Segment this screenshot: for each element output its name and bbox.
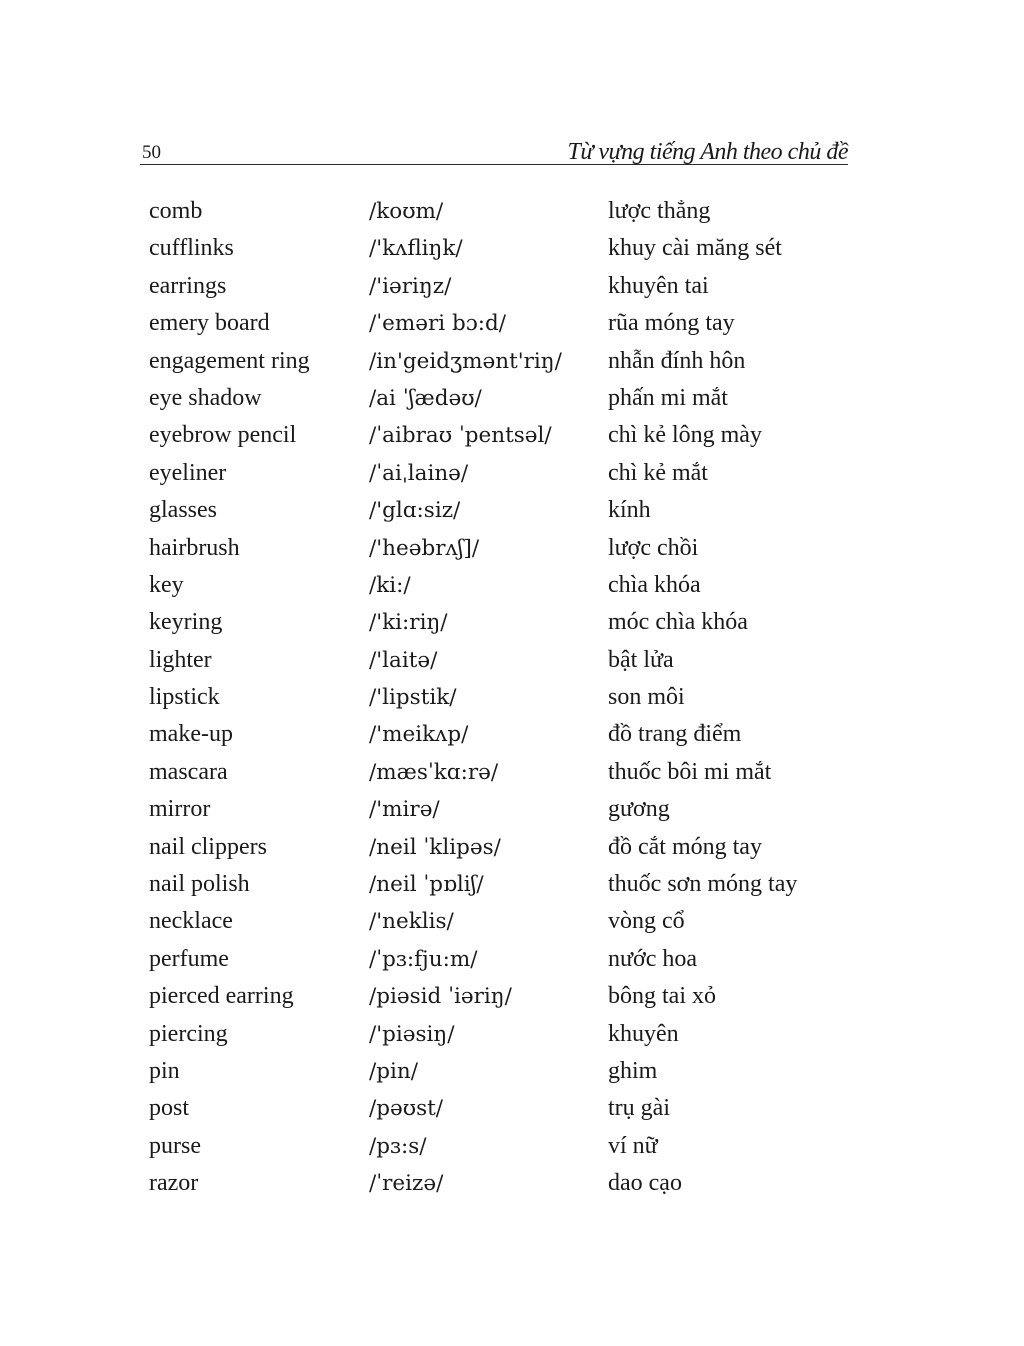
vocab-meaning: khuyên [608,1020,679,1047]
vocab-word: pin [149,1057,180,1084]
vocab-pronunciation: /'lipstik/ [369,685,457,711]
vocab-word: mirror [149,796,211,823]
vocab-entry [147,530,847,567]
vocab-entry [147,903,847,940]
vocab-pronunciation: /'piəsiŋ/ [369,1021,455,1047]
vocab-meaning: dao cạo [608,1170,682,1197]
vocab-word: post [149,1095,190,1122]
vocab-meaning: chì kẻ lông mày [608,422,762,449]
vocab-word: make-up [149,721,233,748]
vocab-word: eyebrow pencil [149,422,297,449]
vocab-word: eyeliner [149,459,227,486]
vocab-meaning: thuốc sơn móng tay [608,871,798,898]
vocab-pronunciation: /ki:/ [369,572,411,598]
vocab-meaning: chì kẻ mắt [608,459,708,486]
vocab-pronunciation: /'glɑ:siz/ [369,498,461,524]
vocab-pronunciation: /pin/ [369,1058,418,1084]
vocab-entry [147,829,847,866]
vocab-pronunciation: /ˈaiˌlainə/ [369,460,469,486]
vocab-pronunciation: /ˈpɜ:fju:m/ [369,946,478,972]
vocab-meaning: phấn mi mắt [608,384,728,411]
vocab-entry [147,1090,847,1127]
vocab-meaning: son môi [608,684,685,711]
vocab-entry [147,230,847,267]
vocab-word: nail clippers [149,833,267,860]
vocab-word: eye shadow [149,384,262,411]
vocab-entry [147,417,847,454]
page-header [140,128,848,165]
vocab-meaning: nhẫn đính hôn [608,347,746,374]
vocab-pronunciation: /'iəriŋz/ [369,273,452,299]
vocab-entry [147,716,847,753]
vocab-pronunciation: /ˈaibraʊ ˈpentsəl/ [369,423,552,449]
vocab-pronunciation: /pɜ:s/ [369,1133,427,1159]
vocab-entry [147,866,847,903]
vocab-entry [147,604,847,641]
vocab-pronunciation: /'neklis/ [369,909,454,935]
vocab-word: razor [149,1170,199,1197]
vocab-entry [147,193,847,230]
vocab-meaning: lược chồi [608,534,699,561]
vocab-word: lighter [149,646,212,673]
vocab-entry [147,1165,847,1202]
vocab-entry [147,492,847,529]
vocab-meaning: ghim [608,1057,658,1084]
vocab-meaning: thuốc bôi mi mắt [608,758,772,785]
vocab-entry [147,567,847,604]
vocab-word: glasses [149,497,217,524]
vocab-entry [147,305,847,342]
vocab-word: perfume [149,945,229,972]
vocab-word: key [149,571,184,598]
vocab-meaning: đồ trang điểm [608,721,742,748]
vocab-meaning: kính [608,497,651,524]
vocab-word: engagement ring [149,347,310,374]
vocab-word: emery board [149,310,270,337]
vocab-entry [147,791,847,828]
vocab-pronunciation: /'meikʌp/ [369,722,469,748]
running-title: Từ vựng tiếng Anh theo chủ đề [567,139,848,165]
vocab-word: purse [149,1132,201,1159]
vocab-pronunciation: /pəʊst/ [369,1096,443,1122]
vocab-word: lipstick [149,684,220,711]
vocab-entry [147,941,847,978]
vocab-pronunciation: /neil ˈpɒliʃ/ [369,872,484,898]
vocab-entry [147,754,847,791]
vocab-meaning: khuy cài măng sét [608,235,782,262]
vocab-meaning: khuyên tai [608,272,709,299]
vocab-meaning: ví nữ [608,1132,658,1159]
vocab-entry [147,1016,847,1053]
vocab-meaning: bông tai xỏ [608,983,716,1010]
vocab-word: mascara [149,758,228,785]
vocab-pronunciation: /ai ˈʃædəʊ/ [369,385,482,411]
vocab-pronunciation: /neil ˈklipəs/ [369,834,501,860]
vocab-entry [147,343,847,380]
vocab-pronunciation: /mæsˈkɑ:rə/ [369,759,499,785]
vocab-word: keyring [149,609,223,636]
vocab-word: piercing [149,1020,228,1047]
vocab-entry [147,380,847,417]
vocab-word: hairbrush [149,534,240,561]
vocab-meaning: lược thẳng [608,198,711,224]
vocab-meaning: gương [608,796,670,823]
vocab-entry [147,1128,847,1165]
vocab-meaning: đồ cắt móng tay [608,833,762,860]
vocab-entry [147,642,847,679]
vocab-meaning: bật lửa [608,646,674,673]
vocab-entry [147,978,847,1015]
vocab-word: nail polish [149,871,250,898]
page-number: 50 [142,142,161,163]
vocab-word: cufflinks [149,235,234,262]
vocab-pronunciation: /ˈreizə/ [369,1171,444,1197]
vocab-pronunciation: /'ki:riŋ/ [369,610,448,636]
vocab-pronunciation: /in'geidʒmənt'riŋ/ [369,348,562,374]
vocabulary-list [147,193,847,1203]
vocab-entry [147,679,847,716]
vocab-pronunciation: /koʊm/ [369,199,444,224]
vocab-meaning: rũa móng tay [608,310,735,337]
vocab-meaning: móc chìa khóa [608,609,748,636]
vocab-pronunciation: /piəsid ˈiəriŋ/ [369,984,512,1010]
vocab-entry [147,455,847,492]
vocab-pronunciation: /'mirə/ [369,797,440,823]
vocab-word: pierced earring [149,983,294,1010]
vocab-pronunciation: /'heəbrʌʃ]/ [369,535,480,561]
vocab-entry [147,268,847,305]
vocab-word: comb [149,198,203,224]
vocab-meaning: nước hoa [608,945,698,972]
vocab-entry [147,1053,847,1090]
vocab-pronunciation: /ˈeməri bɔ:d/ [369,311,507,337]
vocab-pronunciation: /'kʌfliŋk/ [369,236,463,262]
vocab-meaning: vòng cổ [608,908,685,935]
vocab-meaning: trụ gài [608,1095,670,1122]
vocab-meaning: chìa khóa [608,571,701,598]
vocab-word: necklace [149,908,233,935]
vocab-word: earrings [149,272,227,299]
vocab-pronunciation: /'laitə/ [369,647,438,673]
